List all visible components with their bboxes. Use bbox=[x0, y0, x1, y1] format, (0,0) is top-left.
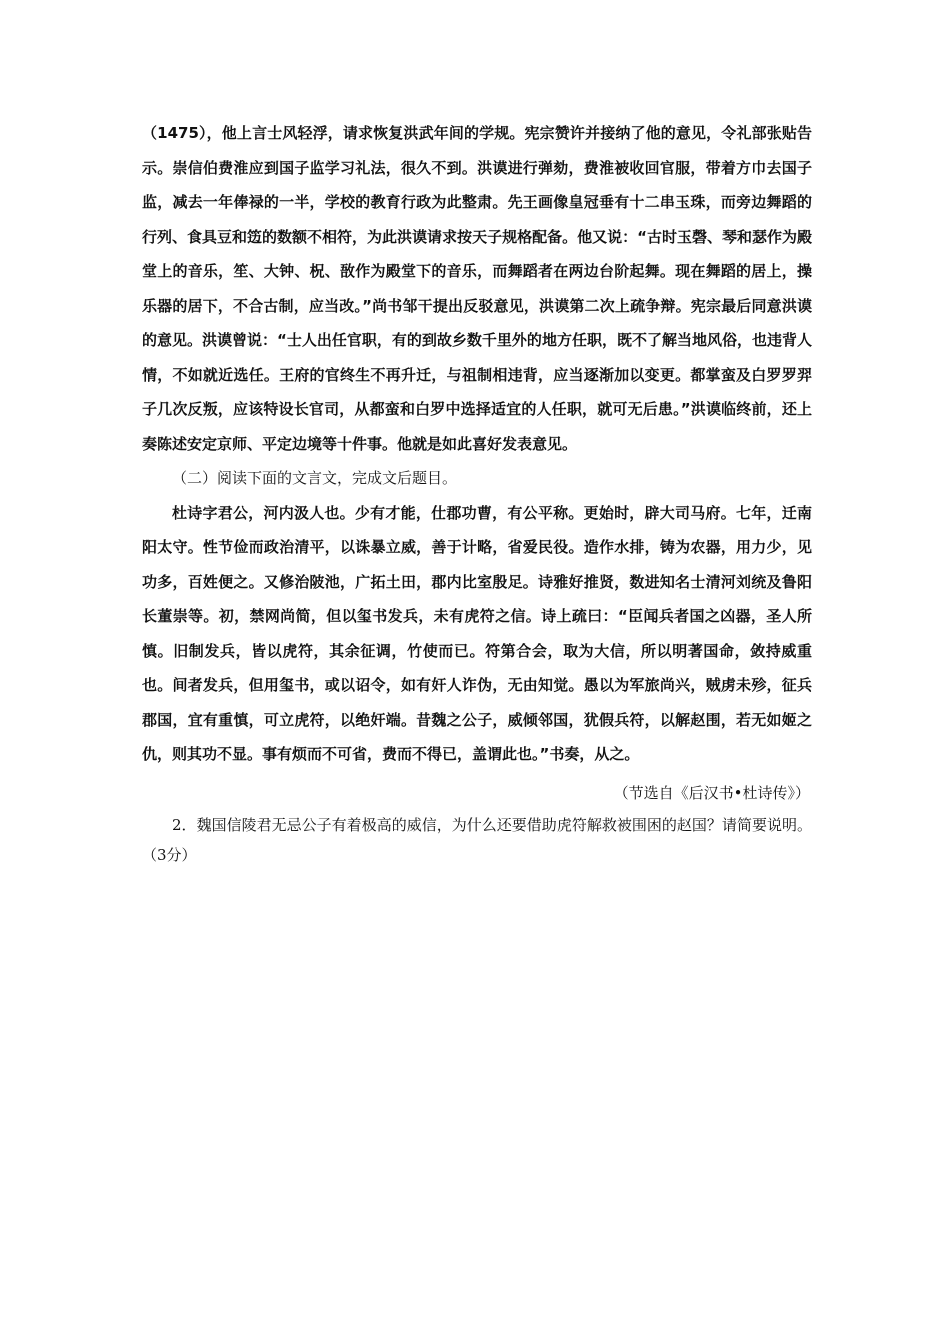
question-2: 2．魏国信陵君无忌公子有着极高的威信，为什么还要借助虎符解救被围困的赵国？请简要说明。（3分） bbox=[142, 815, 812, 864]
section-heading: （二）阅读下面的文言文，完成文后题目。 bbox=[172, 469, 458, 487]
document-page bbox=[142, 116, 812, 870]
passage-translation: （1475），他上言士风轻浮，请求恢复洪武年间的学规。宪宗赞许并接纳了他的意见，令礼部张贴告示。崇信伯费淮应到国子监学习礼法，很久不到。洪谟进行弹劾，费淮被收回官服，带着方巾去国子监，减去一年俸禄的一半，学校的教育行政为此整肃。先王画像皇冠垂有十二串玉珠，而旁边舞蹈的行列、食具豆和笾的数额不相符，为此洪谟请求按天子规格配备。他又说：“古时玉磬、琴和瑟作为殿堂上的音乐，笙、大钟、柷、敔作为殿堂下的音乐，而舞蹈者在两边台阶起舞。现在舞蹈的居上，操乐器的居下，不合古制，应当改。”尚书邹干提出反驳意见，洪谟第二次上疏争辩。宪宗最后同意洪谟的意见。洪谟曾说：“士人出任官职，有的到故乡数千里外的地方任职，既不了解当地风俗，也违背人情，不如就近选任。王府的官终生不再升迁，与祖制相违背，应当逐渐加以变更。都掌蛮及白罗罗羿子几次反叛，应该特设长官司，从都蛮和白罗中选择适宜的人任职，就可无后患。”洪谟临终前，还上奏陈述安定京师、平定边境等十件事。他就是如此喜好发表意见。 bbox=[142, 124, 812, 453]
classical-text: 杜诗字君公，河内汲人也。少有才能，仕郡功曹，有公平称。更始时，辟大司马府。七年，迁南阳太守。性节俭而政治清平，以诛暴立威，善于计略，省爱民役。造作水排，铸为农器，用力少，见功多，百姓便之。又修治陂池，广拓土田，郡内比室殷足。诗雅好推贤，数进知名士清河刘统及鲁阳长董崇等。初，禁网尚简，但以玺书发兵，未有虎符之信。诗上疏曰：“臣闻兵者国之凶器，圣人所慎。旧制发兵，皆以虎符，其余征调，竹使而已。符第合会，取为大信，所以明著国命，敛持威重也。间者发兵，但用玺书，或以诏令，如有奸人诈伪，无由知觉。愚以为军旅尚兴，贼虏未殄，征兵郡国，宜有重慎，可立虎符，以绝奸端。昔魏之公子，威倾邻国，犹假兵符，以解赵围，若无如姬之仇，则其功不显。事有烦而不可省，费而不得已，盖谓此也。”书奏，从之。 bbox=[142, 503, 812, 763]
source-citation: （节选自《后汉书•杜诗传》） bbox=[613, 783, 810, 802]
